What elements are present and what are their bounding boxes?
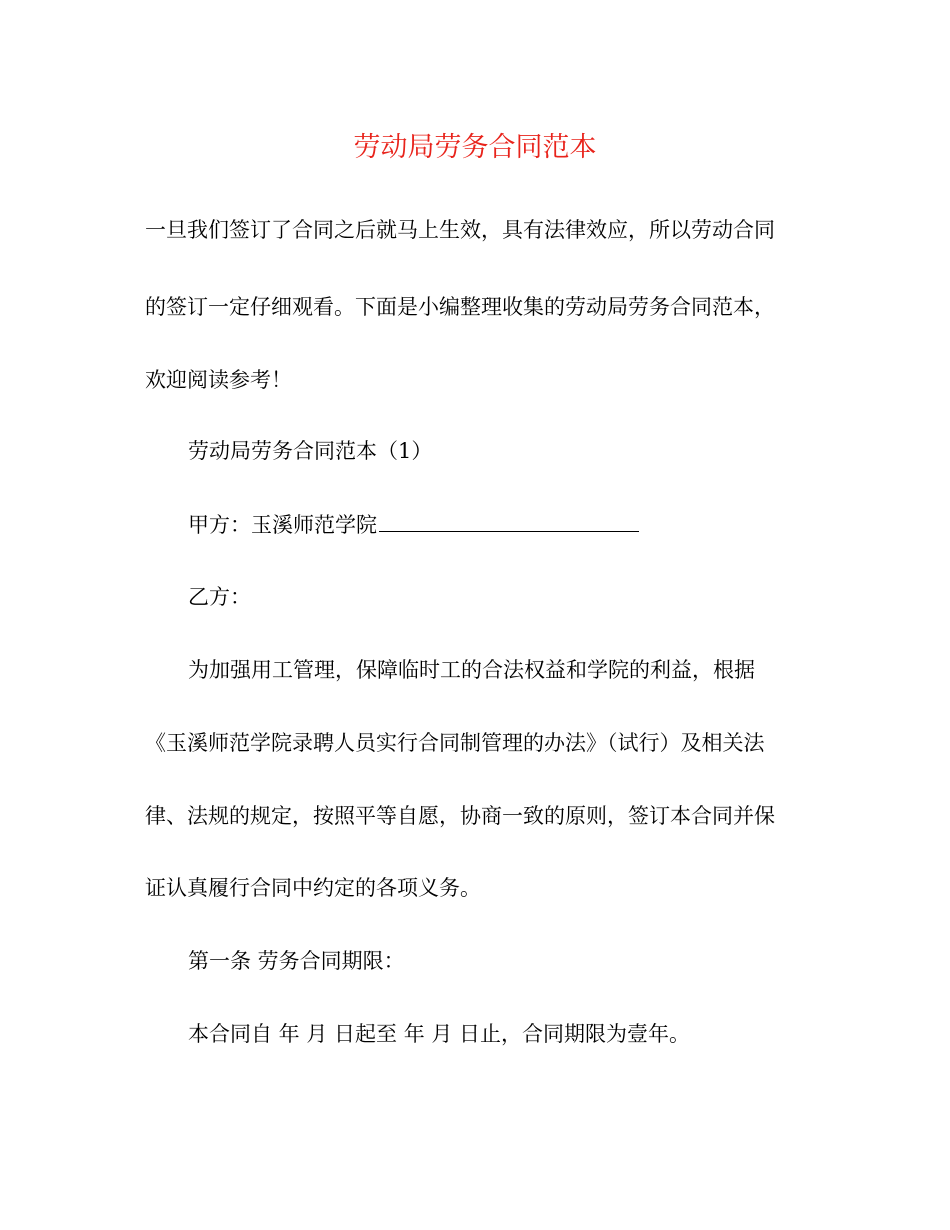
preamble-line-1: 为加强用工管理，保障临时工的合法权益和学院的利益，根据 [188, 658, 755, 682]
party-b-label: 乙方： [188, 585, 251, 609]
preamble-line-2: 《玉溪师范学院录聘人员实行合同制管理的办法》（试行）及相关法 [145, 731, 765, 755]
party-a-blank [379, 513, 639, 532]
party-a-line [188, 510, 848, 540]
article1-heading: 第一条 劳务合同期限： [188, 949, 405, 973]
preamble-line-3: 律、法规的规定，按照平等自愿，协商一致的原则，签订本合同并保 [145, 804, 775, 828]
document-title: 劳动局劳务合同范本 [353, 132, 597, 163]
preamble-line-4: 证认真履行合同中约定的各项义务。 [145, 876, 481, 900]
intro-line-2: 的签订一定仔细观看。下面是小编整理收集的劳动局劳务合同范本， [145, 295, 775, 319]
intro-line-3: 欢迎阅读参考！ [145, 368, 292, 392]
party-a-label: 甲方：玉溪师范学院 [188, 513, 377, 537]
intro-line-1: 一旦我们签订了合同之后就马上生效，具有法律效应，所以劳动合同 [145, 218, 775, 242]
article1-text: 本合同自 年 月 日起至 年 月 日止，合同期限为壹年。 [188, 1022, 691, 1046]
section-heading: 劳动局劳务合同范本（1） [188, 439, 433, 463]
